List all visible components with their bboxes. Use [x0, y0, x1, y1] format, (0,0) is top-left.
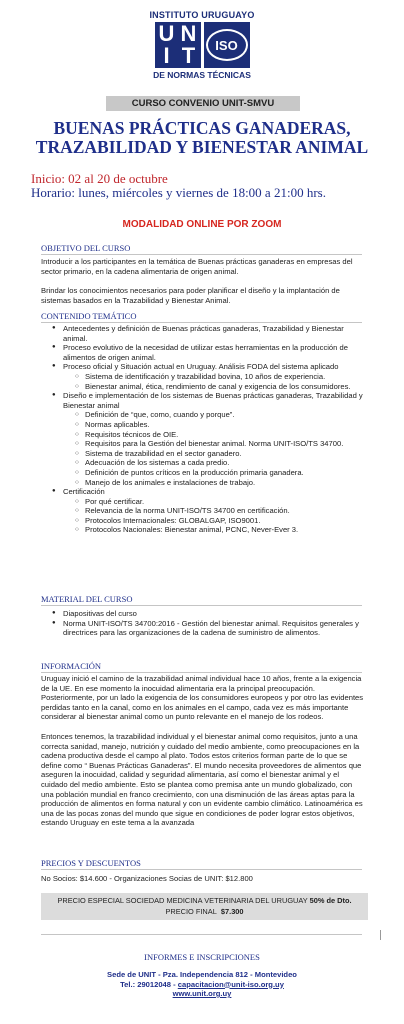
special-discount: 50% de Dto. [309, 896, 352, 905]
unit-logo [146, 10, 258, 84]
content-item [41, 362, 366, 391]
content-item-text: Certificación [63, 487, 105, 497]
content-subitem: ○ Protocolos Nacionales: Bienestar animal, PCNC, Never-Ever 3. [71, 525, 366, 535]
material-title: MATERIAL DEL CURSO [41, 594, 133, 604]
content-title: CONTENIDO TEMÁTICO [41, 311, 137, 321]
footer-title: INFORMES E INSCRIPCIONES [144, 952, 260, 962]
logo-letter-n: N [180, 21, 197, 46]
logo-top-text: INSTITUTO URUGUAYO [149, 10, 255, 20]
info-paragraph-2: Entonces tenemos, la trazabilidad individual y el bienestar animal como requisitos, junto a una correcta sanidad, manejo, nutrición y cuidado del medio ambiente, como preocupaciones en la cadena productiva desde el campo al plato. Todos estos criterios forman parte de lo que se define como “ Buenas Prácticas Ganaderas”. El mundo necesita proveedores de alimentos que aseguren la inocuidad, calidad y seguridad alimentaria, así como el bienestar animal y el cuidado del medio ambiente. Esto se plantea como premisa ante un mundo globalizado, con una población mundial en franco crecimiento, con una disminución de las áreas aptas para la producción de alimentos en forma natural y con un evidente cambio climático. Latinoamérica es una de las pocas zonas del mundo que sigue en condiciones de poder lograr estos objetivos, estando Uruguay en este tema a la avanzada [41, 732, 363, 828]
start-date: Inicio: 02 al 20 de octubre [31, 171, 168, 186]
content-subitem: ○ Sistema de identificación y trazabilidad bovina, 10 años de experiencia. [71, 372, 366, 382]
logo-letter-u: U [158, 21, 175, 46]
logo-bottom-text: DE NORMAS TÉCNICAS [153, 70, 251, 80]
title-line-2: TRAZABILIDAD Y BIENESTAR ANIMAL [35, 137, 369, 157]
footer-address: Sede de UNIT - Pza. Independencia 812 - Montevideo [107, 970, 297, 979]
objective-paragraph-2: Brindar los conocimientos necesarios para poder planificar el diseño y la implantación de sistemas basados en la Trazabilidad y Bienestar Animal. [41, 286, 340, 305]
objective-paragraph-1: Introducir a los participantes en la temática de Buenas prácticas ganaderas en empresas del sector primario, en la cadena alimentaria de origen animal. [41, 257, 353, 276]
content-list [41, 324, 366, 535]
material-item: ● Norma UNIT-ISO/TS 34700:2016 - Gestión del bienestar animal. Requisitos generales y directrices para las organizaciones de la cadena de suministro de alimentos. [41, 619, 366, 638]
logo-letter-i: I [163, 43, 170, 68]
footer-phone: Tel.: 29012048 - [120, 979, 176, 989]
content-item-text: Antecedentes y definición de Buenas prácticas ganaderas, Trazabilidad y Bienestar animal. [63, 324, 344, 343]
special-price-text: PRECIO ESPECIAL SOCIEDAD MEDICINA VETERINARIA DEL URUGUAY [57, 896, 308, 905]
content-subitem: ○ Adecuación de los sistemas a cada predio. [71, 458, 366, 468]
content-subitem: ○ Definición de “que, como, cuando y porque”. [71, 410, 366, 420]
iso-badge [204, 22, 250, 68]
modality-banner: MODALIDAD ONLINE POR ZOOM [122, 219, 282, 230]
content-item [41, 324, 366, 343]
content-subitem: ○ Manejo de los animales e instalaciones de trabajo. [71, 478, 366, 488]
material-list [41, 609, 366, 638]
info-title: INFORMACIÓN [41, 661, 101, 671]
page-title [0, 119, 404, 157]
content-item [41, 487, 366, 535]
content-item [41, 391, 366, 487]
course-dates [31, 172, 326, 200]
final-price-label: PRECIO FINAL [165, 906, 217, 916]
content-item-text: Proceso evolutivo de la necesidad de utilizar estas herramientas en la producción de alimentos de origen animal. [63, 343, 348, 362]
title-line-1: BUENAS PRÁCTICAS GANADERAS, [53, 118, 351, 138]
content-subitem: ○ Normas aplicables. [71, 420, 366, 430]
content-item-text: Diseño e implementación de los sistemas de Buenas prácticas ganaderas, Trazabilidad y Bienestar animal [63, 391, 363, 410]
divider [41, 869, 362, 870]
divider [41, 934, 362, 935]
content-subitem: ○ Sistema de trazabilidad en el sector ganadero. [71, 449, 366, 459]
content-subitem: ○ Requisitos para la Gestión del bienestar animal. Norma UNIT-ISO/TS 34700. [71, 439, 366, 449]
course-label: CURSO CONVENIO UNIT-SMVU [106, 96, 300, 111]
prices-line: No Socios: $14.600 - Organizaciones Socias de UNIT: $12.800 [41, 874, 253, 883]
footer-web-link[interactable]: www.unit.org.uy [172, 989, 232, 998]
info-paragraph-1: Uruguay inició el camino de la trazabilidad animal individual hace 10 años, frente a la exigencia de la UE. En ese momento la inocuidad alimentaria era la principal preocupación. Posteriormente, por un lado la exigencia de los consumidores europeos y por otro las evidentes perdidas tanto en la canal, como en los animales en el campo, cada vez es más importante considerar al bienestar animal como un punto relevante en el manejo de los rodeos. [41, 674, 364, 722]
content-subitem: ○ Definición de puntos críticos en la producción primaria ganadera. [71, 468, 366, 478]
content-item [41, 343, 366, 362]
objective-title: OBJETIVO DEL CURSO [41, 243, 131, 253]
divider [41, 322, 362, 323]
schedule: Horario: lunes, miércoles y viernes de 18:00 a 21:00 hrs. [31, 185, 326, 200]
footer-email-link[interactable]: capacitacion@unit-iso.org.uy [177, 979, 284, 989]
material-item: ● Diapositivas del curso [41, 609, 366, 619]
prices-title: PRECIOS Y DESCUENTOS [41, 858, 141, 868]
iso-ring: ISO [206, 29, 248, 61]
content-subitem: ○ Por qué certificar. [71, 497, 366, 507]
content-subitem: ○ Protocolos Internacionales: GLOBALGAP, ISO9001. [71, 516, 366, 526]
divider-tick [380, 930, 381, 940]
special-price-box [41, 893, 368, 920]
final-price-value: $7.300 [220, 906, 244, 916]
unit-letters [155, 22, 201, 68]
content-item-text: Proceso oficial y Situación actual en Uruguay. Análisis FODA del sistema aplicado [63, 362, 339, 372]
divider [41, 672, 362, 673]
content-subitem: ○ Bienestar animal, ética, rendimiento de canal y exigencia de los consumidores. [71, 382, 366, 392]
content-subitem: ○ Relevancia de la norma UNIT-ISO/TS 34700 en certificación. [71, 506, 366, 516]
content-subitem: ○ Requisitos técnicos de OIE. [71, 430, 366, 440]
divider [41, 605, 362, 606]
logo-letter-t: T [181, 43, 196, 68]
divider [41, 254, 362, 255]
footer-contact [0, 970, 404, 999]
